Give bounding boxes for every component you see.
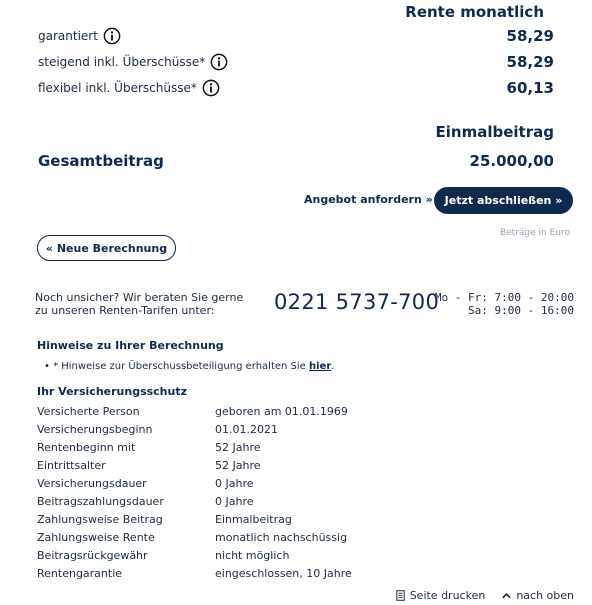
info-icon[interactable] [103, 27, 121, 45]
coverage-key: Zahlungsweise Rente [37, 530, 155, 544]
table-row [37, 456, 457, 474]
coverage-key: Rentengarantie [37, 566, 123, 580]
result-label: garantiert [38, 29, 98, 43]
total-premium-value: 25.000,00 [469, 152, 554, 170]
table-row [37, 438, 457, 456]
result-row-rising [38, 51, 554, 73]
coverage-value: monatlich nachschüssig [215, 530, 348, 544]
table-row [37, 528, 457, 546]
surplus-note-text: * Hinweise zur Überschussbeteiligung erhalten Sie [53, 361, 309, 372]
table-row [37, 492, 457, 510]
total-premium-label: Gesamtbeitrag [38, 152, 164, 170]
monthly-pension-heading: Rente monatlich [405, 3, 544, 21]
result-value: 58,29 [506, 53, 554, 71]
contact-line-2: zu unseren Renten-Tarifen unter: [35, 304, 215, 317]
coverage-value: 52 Jahre [215, 458, 261, 472]
complete-now-button[interactable]: Jetzt abschließen » [434, 187, 573, 214]
coverage-value: 52 Jahre [215, 440, 261, 454]
coverage-value: 0 Jahre [215, 476, 254, 490]
footer-links [395, 589, 574, 602]
coverage-key: Versicherte Person [37, 404, 140, 418]
coverage-key: Beitragsrückgewähr [37, 548, 148, 562]
print-page-label: Seite drucken [409, 589, 486, 602]
coverage-key: Beitragszahlungsdauer [37, 494, 164, 508]
coverage-key: Zahlungsweise Beitrag [37, 512, 163, 526]
result-label: steigend inkl. Überschüsse* [38, 55, 206, 69]
surplus-info-link[interactable]: hier [309, 361, 332, 372]
result-row-flexible [38, 77, 554, 99]
coverage-key: Versicherungsbeginn [37, 422, 153, 436]
info-icon[interactable] [202, 79, 220, 97]
table-row [37, 420, 457, 438]
coverage-title: Ihr Versicherungsschutz [37, 385, 188, 398]
table-row [37, 474, 457, 492]
info-icon[interactable] [210, 53, 228, 71]
coverage-value: 0 Jahre [215, 494, 254, 508]
coverage-value: eingeschlossen, 10 Jahre [215, 566, 352, 580]
coverage-value: nicht möglich [215, 548, 290, 562]
contact-text [35, 291, 275, 317]
coverage-table [37, 402, 457, 582]
hours-weekday: Mo - Fr: 7:00 - 20:00 [434, 291, 574, 304]
opening-hours [435, 291, 574, 317]
total-premium-row [38, 150, 554, 172]
table-row [37, 402, 457, 420]
bullet: • [44, 361, 54, 372]
chevron-up-icon [501, 590, 512, 601]
hours-saturday: Sa: 9:00 - 16:00 [468, 304, 574, 317]
back-to-top-link[interactable] [501, 589, 574, 602]
table-row [37, 546, 457, 564]
coverage-value: 01.01.2021 [215, 422, 278, 436]
coverage-value: Einmalbeitrag [215, 512, 292, 526]
print-icon [395, 590, 406, 601]
request-offer-link[interactable]: Angebot anfordern » [304, 193, 433, 206]
result-row-guaranteed [38, 25, 554, 47]
surplus-note [44, 361, 334, 372]
surplus-note-suffix: . [331, 361, 335, 372]
result-value: 58,29 [506, 27, 554, 45]
single-premium-heading: Einmalbeitrag [435, 123, 554, 141]
coverage-key: Versicherungsdauer [37, 476, 147, 490]
amounts-in-euro-note: Beträge in Euro [499, 228, 570, 238]
result-value: 60,13 [506, 79, 554, 97]
table-row [37, 564, 457, 582]
notes-title: Hinweise zu Ihrer Berechnung [37, 339, 224, 352]
result-label: flexibel inkl. Überschüsse* [38, 81, 197, 95]
coverage-key: Rentenbeginn mit [37, 440, 136, 454]
new-calculation-button[interactable]: « Neue Berechnung [37, 235, 176, 261]
coverage-key: Eintrittsalter [37, 458, 106, 472]
coverage-value: geboren am 01.01.1969 [215, 404, 348, 418]
table-row [37, 510, 457, 528]
phone-number[interactable]: 0221 5737-700 [274, 290, 440, 314]
print-page-link[interactable] [395, 589, 486, 602]
back-to-top-label: nach oben [516, 589, 574, 602]
contact-line-1: Noch unsicher? Wir beraten Sie gerne [35, 291, 244, 304]
